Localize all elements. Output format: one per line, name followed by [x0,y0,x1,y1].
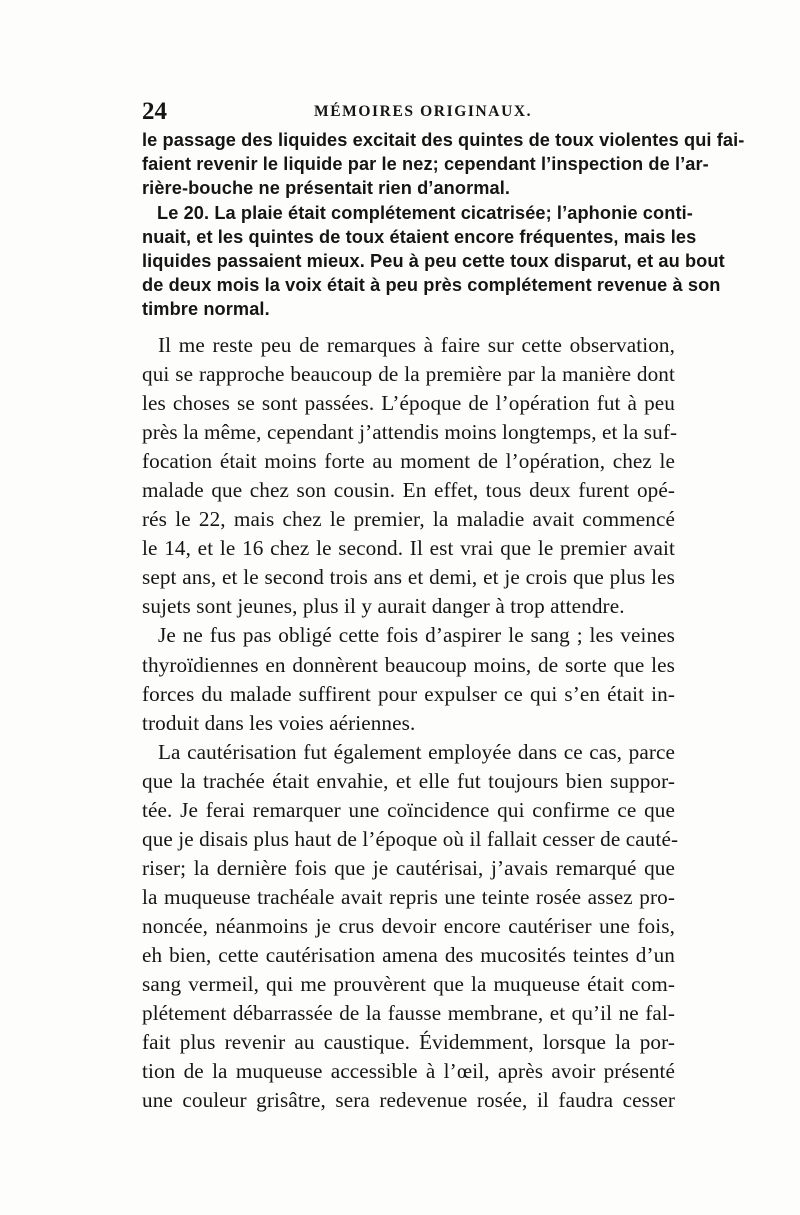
text-line: noncée, néanmoins je crus devoir encore cautériser une fois, [142,913,675,938]
text-line: près la même, cependant j’attendis moins longtemps, et la suf- [142,420,678,445]
text-line: le 14, et le 16 chez le second. Il est vrai que le premier avait [142,536,675,561]
text-line: sujets sont jeunes, plus il y aurait danger à trop attendre. [142,594,625,619]
text-line: timbre normal. [142,299,270,320]
text-line: que la trachée était envahie, et elle fut toujours bien suppor- [142,768,675,793]
text-line: liquides passaient mieux. Peu à peu cette toux disparut, et au bout [142,251,725,272]
remarks-paragraph [142,331,678,621]
text-line: fait plus revenir au caustique. Évidemment, lorsque la por- [142,1030,675,1055]
text-line: le passage des liquides excitait des quintes de toux violentes qui fai- [142,130,745,150]
page-number: 24 [142,98,167,125]
text-line: nuait, et les quintes de toux étaient encore fréquentes, mais les [142,226,697,247]
observation-text [142,128,745,322]
running-head: MÉMOIRES ORIGINAUX. [314,103,533,120]
text-line: tée. Je ferai remarquer une coïncidence qui confirme ce que [142,797,675,822]
text-line: de deux mois la voix était à peu près complétement revenue à son [142,275,721,296]
text-line: rière-bouche ne présentait rien d’anormal. [142,178,511,199]
text-line: Le 20. La plaie était complétement cicatrisée; l’aphonie conti- [157,202,693,223]
text-line: malade que chez son cousin. En effet, tous deux furent opé- [142,478,675,503]
remarks-text [142,331,679,1115]
text-line: sang vermeil, qui me prouvèrent que la muqueuse était com- [142,972,675,997]
text-line: Je ne fus pas obligé cette fois d’aspirer le sang ; les veines [158,623,675,648]
text-line: qui se rapproche beaucoup de la première par la manière dont [142,362,675,387]
text-line: troduit dans les voies aériennes. [142,710,416,735]
page-header [142,98,662,126]
text-line: rés le 22, mais chez le premier, la maladie avait commencé [142,507,675,532]
observation-paragraph [142,201,725,322]
text-line: une couleur grisâtre, sera redevenue rosée, il faudra cesser [142,1088,675,1113]
remarks-paragraph [142,621,675,737]
text-line: La cautérisation fut également employée dans ce cas, parce [158,739,675,764]
text-line: que je disais plus haut de l’époque où il fallait cesser de cauté- [142,826,679,851]
text-line: tion de la muqueuse accessible à l’œil, après avoir présenté [142,1059,675,1084]
text-line: eh bien, cette cautérisation amena des mucosités teintes d’un [142,942,675,967]
text-line: Il me reste peu de remarques à faire sur cette observation, [158,333,675,357]
text-line: sept ans, et le second trois ans et demi, et je crois que plus les [142,565,675,590]
remarks-paragraph [142,738,679,1116]
text-line: focation était moins forte au moment de l’opération, chez le [142,449,675,474]
text-line: la muqueuse trachéale avait repris une teinte rosée assez pro- [142,884,675,909]
observation-paragraph [142,128,745,201]
text-line: riser; la dernière fois que je cautérisai, j’avais remarqué que [142,855,675,880]
text-line: forces du malade suffirent pour expulser ce qui s’en était in- [142,681,675,706]
text-line: plétement débarrassée de la fausse membrane, et qu’il ne fal- [142,1001,675,1026]
text-line: faient revenir le liquide par le nez; cependant l’inspection de l’ar- [142,154,709,175]
text-line: les choses se sont passées. L’époque de l’opération fut à peu [142,391,675,416]
text-line: thyroïdiennes en donnèrent beaucoup moins, de sorte que les [142,652,675,677]
